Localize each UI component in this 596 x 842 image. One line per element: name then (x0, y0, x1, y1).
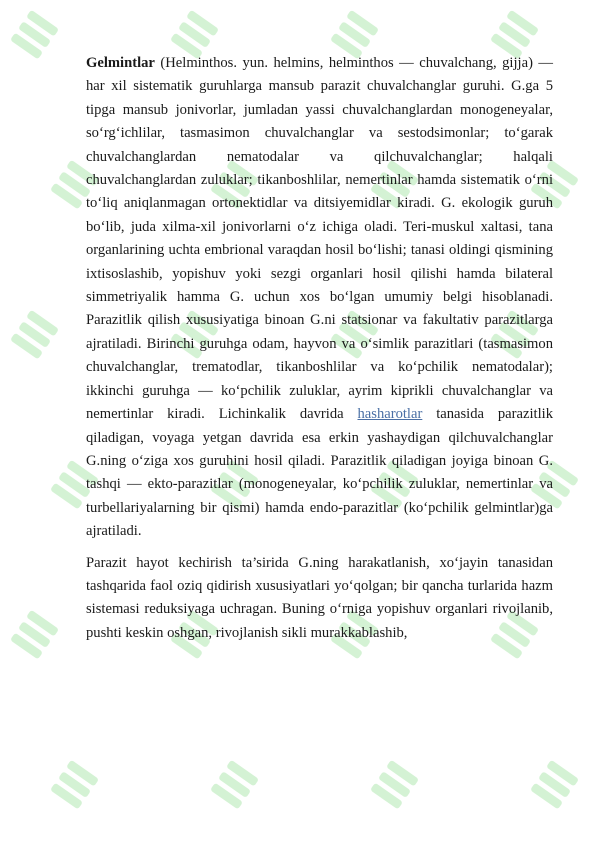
paragraph-1-text-b: tanasida parazitlik qiladigan, voyaga yetgan davrida esa erkin yashaydigan qilchuvalchanglar G.ning o‘ziga xos guruhini hosil qiladi. Parazitlik qiladigan joyiga binoan G. tashqi — ekto-parazitlar (monogeneyalar, ko‘pchilik zuluklar, nemertinlar va turbellariyalarning bir qismi) hamda endo-parazitlar (ko‘pchilik gelmintlar)ga ajratiladi. (86, 406, 553, 540)
watermark-mark (530, 760, 579, 810)
hasharotlar-link[interactable]: hasharotlar (357, 406, 423, 423)
watermark-mark (50, 760, 99, 810)
watermark-mark (210, 760, 259, 810)
paragraph-2: Parazit hayot kechirish ta’sirida G.ning harakatlanish, xo‘jayin tanasidan tashqarida faol oziq qidirish xususiyatlari yo‘qolgan; bir qancha turlarida hazm sistemasi reduksiyaga uchragan. Buning o‘rniga yopishuv organlari rivojlanib, pushti keskin oshgan, rivojlanish sikli murakkablashib, (86, 554, 553, 641)
term-heading: Gelmintlar (86, 55, 155, 71)
watermark-mark (10, 310, 59, 360)
watermark-mark (10, 610, 59, 660)
watermark-mark (10, 10, 59, 60)
paragraph-1-text-a: (Helminthos. yun. helmins, helminthos — chuvalchang, gijja) — har xil sistematik guruhlarga mansub parazit chuvalchanglar guruhi. G.ga 5 tipga mansub jonivorlar, jumladan yassi chuvalchanglardan monogeneyalar, so‘rg‘ichlilar, tasmasimon chuvalchanglar va sestodsimonlar; to‘garak chuvalchanglardan nematodalar va qilchuvalchanglar; halqali chuvalchanglardan zuluklar; tikanboshlilar, nemertinlar hamda sistematik o‘rni to‘liq aniqlanmagan ortonektidlar va ditsiyemidlar kiradi. G. ekologik guruh bo‘lib, juda xilma-xil jonivorlarni o‘z ichiga oladi. Teri-muskul xaltasi, tana organlarining uchta embrional varaqdan hosil bo‘lishi; tanasi oldingi qismining ixtisoslashib, yopishuv yoki sezgi organlari hosil qilishi hamda bilateral simmetriyalik hamma G. uchun xos bo‘lgan umumiy belgi hisoblanadi. Parazitlik qilish xususiyatiga binoan G.ni statsionar va fakultativ parazitlarga ajratiladi. Birinchi guruhga odam, hayvon va o‘simlik parazitlari (tasmasimon chuvalchanglar, trematodlar, tikanboshlilar va ko‘pchilik nematodalar); ikkinchi guruhga — ko‘pchilik zuluklar, ayrim kiprikli chuvalchanglar va nemertinlar kiradi. Lichinkalik davrida (86, 55, 553, 423)
paragraph-1 (86, 52, 553, 544)
document-page (86, 52, 553, 645)
watermark-mark (370, 760, 419, 810)
